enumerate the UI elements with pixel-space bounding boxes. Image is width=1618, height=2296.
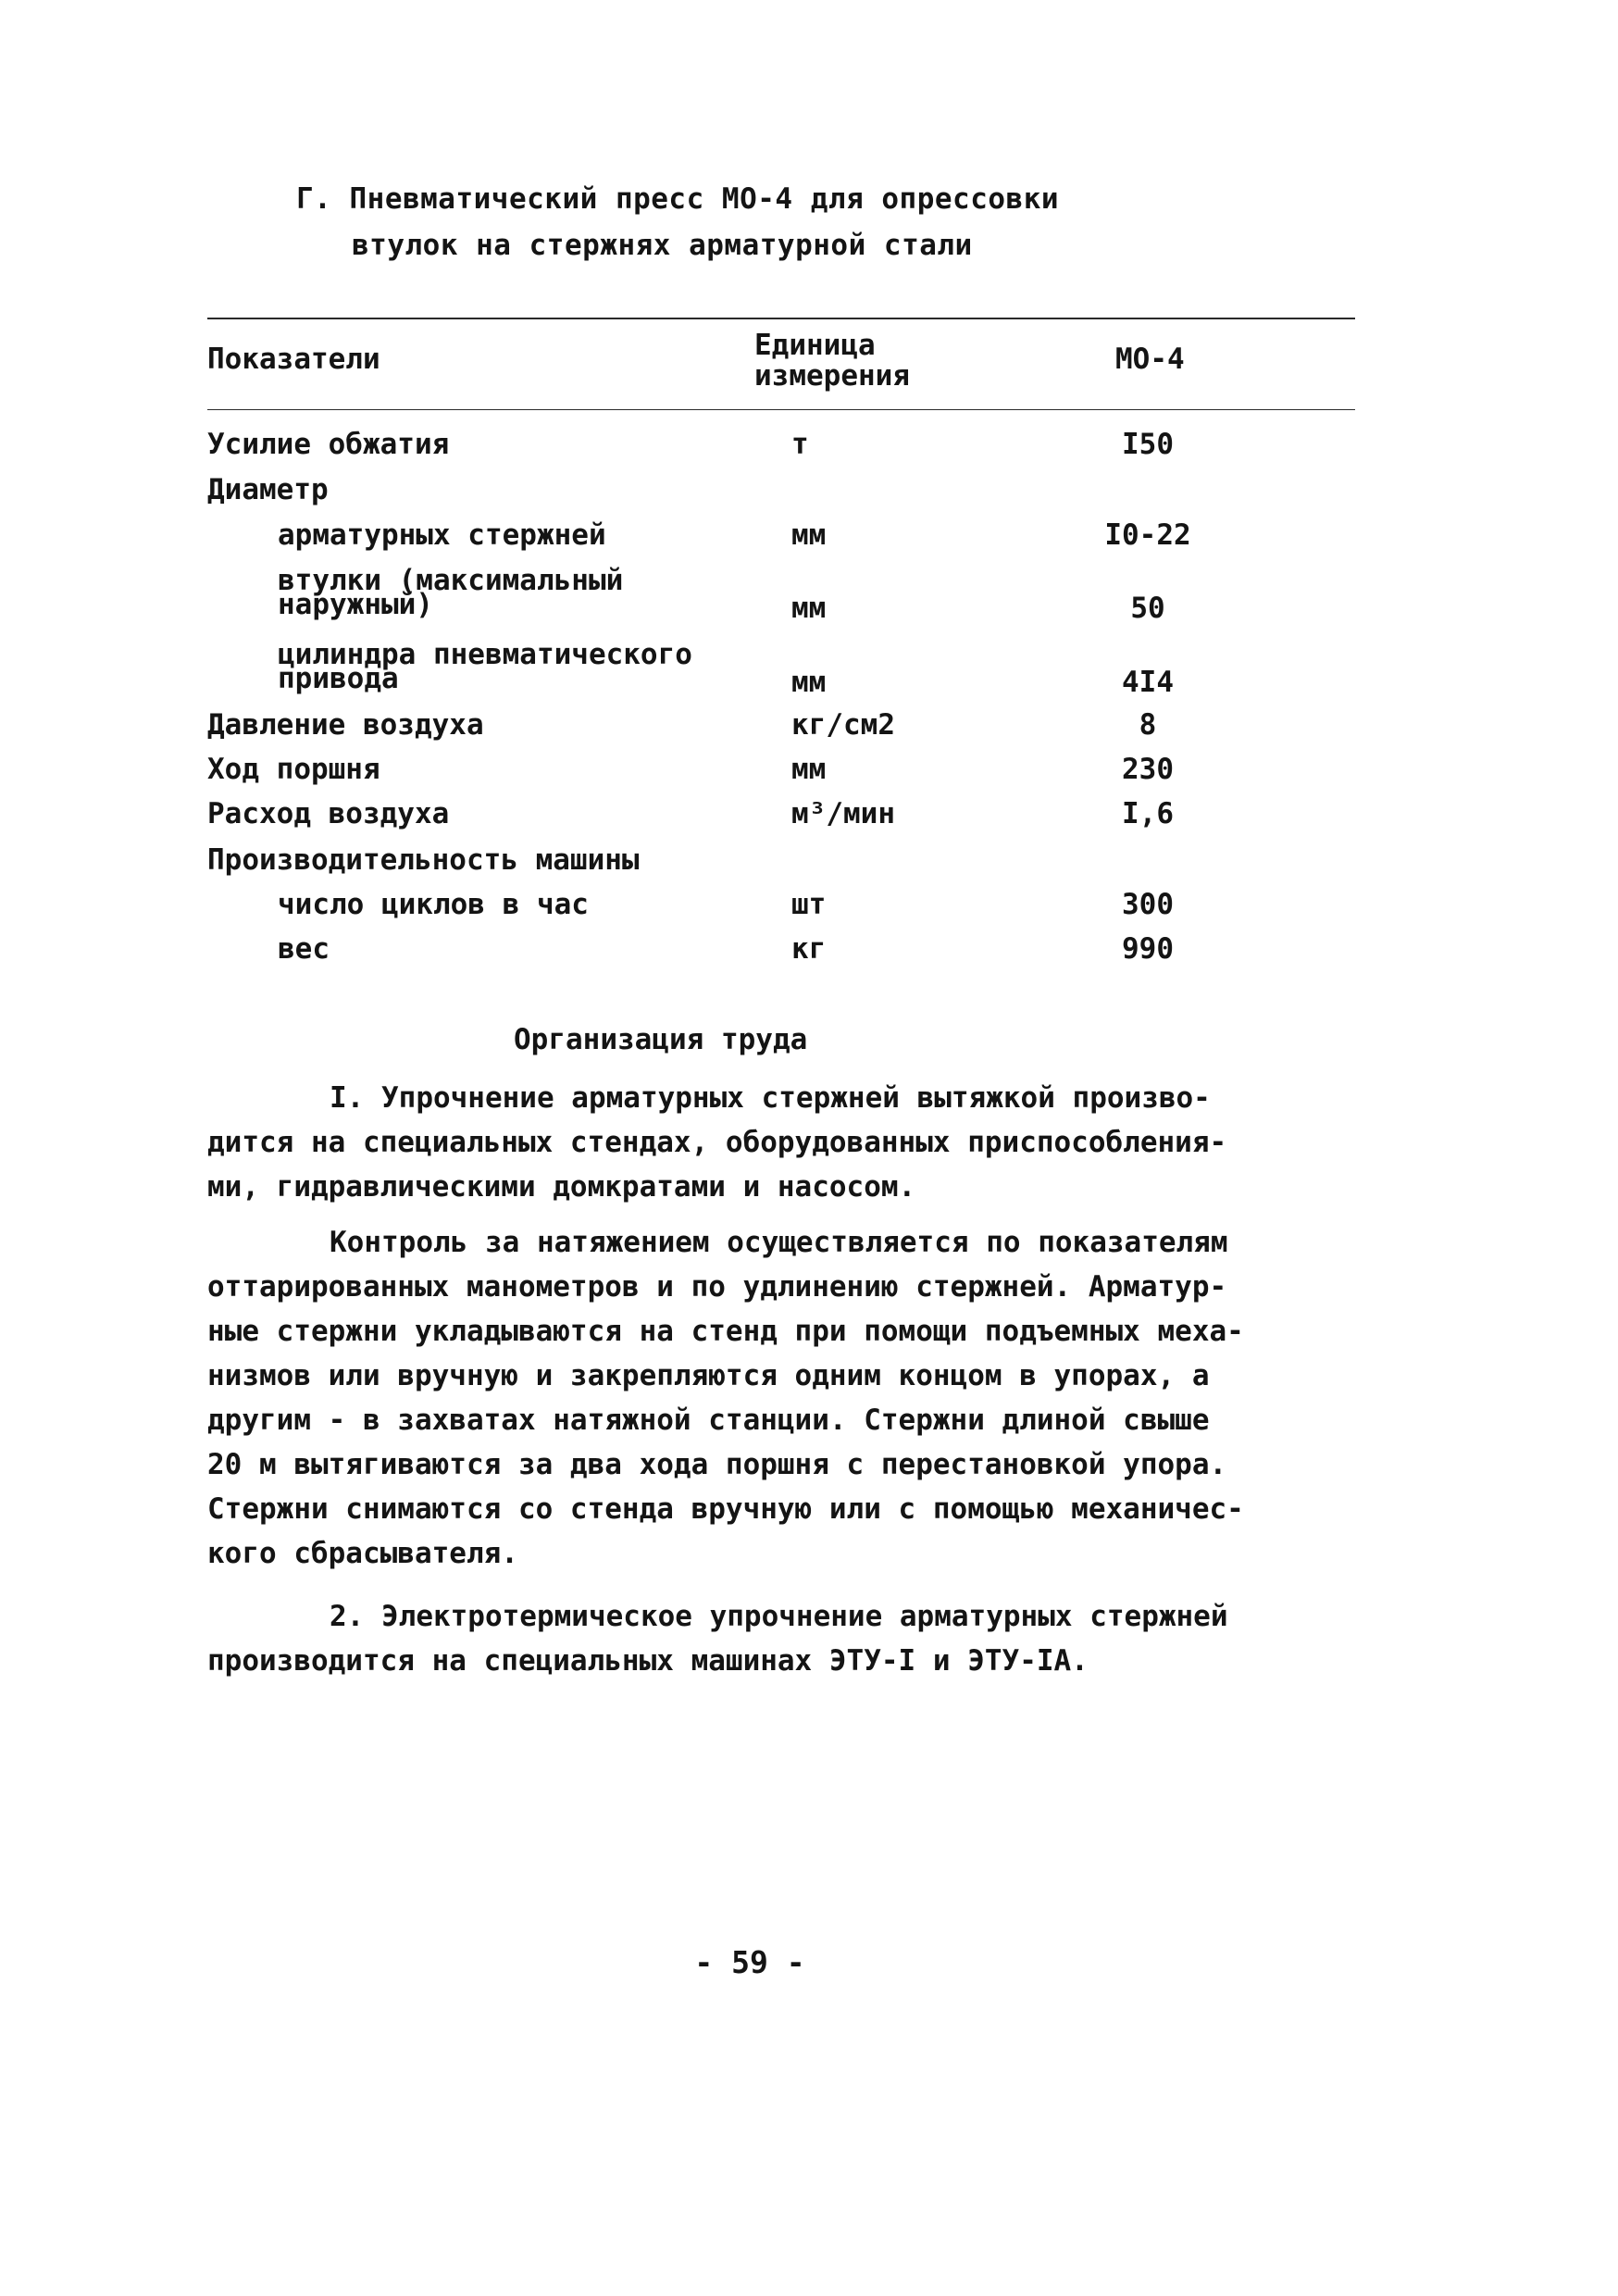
column-header-value: МО-4 xyxy=(1115,343,1185,376)
section-heading: Организация труда xyxy=(514,1023,808,1056)
row-label: Ход поршня xyxy=(207,753,380,786)
table-top-rule xyxy=(207,318,1355,319)
row-unit: мм xyxy=(791,592,827,625)
paragraph-line: другим - в захватах натяжной станции. Стержни длиной свыше xyxy=(207,1404,1210,1437)
row-value: I50 xyxy=(1122,428,1174,461)
row-label: число циклов в час xyxy=(278,888,589,921)
row-unit: мм xyxy=(791,753,827,786)
row-unit: мм xyxy=(791,518,827,552)
row-unit: кг/см2 xyxy=(791,708,895,742)
paragraph-line: производится на специальных машинах ЭТУ-I и ЭТУ-IА. xyxy=(207,1644,1089,1678)
row-unit: кг xyxy=(791,932,827,966)
paragraph-line: кого сбрасывателя. xyxy=(207,1537,518,1570)
row-label-line-2: привода xyxy=(278,662,399,695)
paragraph-line: оттарированных манометров и по удлинению стержней. Арматур- xyxy=(207,1270,1227,1304)
table-header-rule xyxy=(207,409,1355,410)
paragraph-line: ные стержни укладываются на стенд при помощи подъемных меха- xyxy=(207,1315,1244,1348)
paragraph-line: Стержни снимаются со стенда вручную или с помощью механичес- xyxy=(207,1492,1244,1526)
row-value: I0-22 xyxy=(1104,518,1191,552)
column-header-unit-line-2: измерения xyxy=(754,359,910,393)
row-label: Диаметр xyxy=(207,473,329,506)
row-value: 8 xyxy=(1139,708,1157,742)
paragraph-line: дится на специальных стендах, оборудованных приспособления- xyxy=(207,1126,1227,1159)
paragraph-line: низмов или вручную и закрепляются одним концом в упорах, а xyxy=(207,1359,1210,1392)
paragraph-2 xyxy=(207,1220,1300,1576)
row-label-line-1: втулки (максимальный xyxy=(278,564,624,597)
row-value: 230 xyxy=(1122,753,1174,786)
title-line-2: втулок на стержнях арматурной стали xyxy=(352,229,973,262)
row-value: 4I4 xyxy=(1122,666,1174,699)
row-value: 300 xyxy=(1122,888,1174,921)
paragraph-line: I. Упрочнение арматурных стержней вытяжкой произво- xyxy=(330,1081,1211,1115)
row-unit: т xyxy=(791,428,809,461)
paragraph-line: ми, гидравлическими домкратами и насосом. xyxy=(207,1170,916,1204)
row-label: Расход воздуха xyxy=(207,797,450,830)
row-unit: мм xyxy=(791,666,827,699)
row-label-line-2: наружный) xyxy=(278,588,433,621)
paragraph-3 xyxy=(207,1594,1300,1683)
paragraph-line: 20 м вытягиваются за два хода поршня с перестановкой упора. xyxy=(207,1448,1227,1481)
row-label: Производительность машины xyxy=(207,843,640,877)
column-header-unit xyxy=(754,331,995,392)
column-header-indicator: Показатели xyxy=(207,343,380,376)
title-line-1: Г. Пневматический пресс МО-4 для опрессовки xyxy=(296,182,1060,216)
paragraph-1 xyxy=(207,1076,1300,1209)
row-label: вес xyxy=(278,932,330,966)
document-title xyxy=(296,176,1314,268)
row-value: 990 xyxy=(1122,932,1174,966)
paragraph-line: Контроль за натяжением осуществляется по показателям xyxy=(330,1226,1228,1259)
row-unit: шт xyxy=(791,888,827,921)
row-label: Усилие обжатия xyxy=(207,428,450,461)
page-number: - 59 - xyxy=(694,1944,805,1980)
row-value: 50 xyxy=(1130,592,1165,625)
row-value: I,6 xyxy=(1122,797,1174,830)
paragraph-line: 2. Электротермическое упрочнение арматурных стержней xyxy=(330,1600,1228,1633)
row-label: Давление воздуха xyxy=(207,708,484,742)
column-header-unit-line-1: Единица xyxy=(754,329,876,362)
row-label: арматурных стержней xyxy=(278,518,606,552)
row-unit: м³/мин xyxy=(791,797,895,830)
row-label-line-1: цилиндра пневматического xyxy=(278,638,692,671)
